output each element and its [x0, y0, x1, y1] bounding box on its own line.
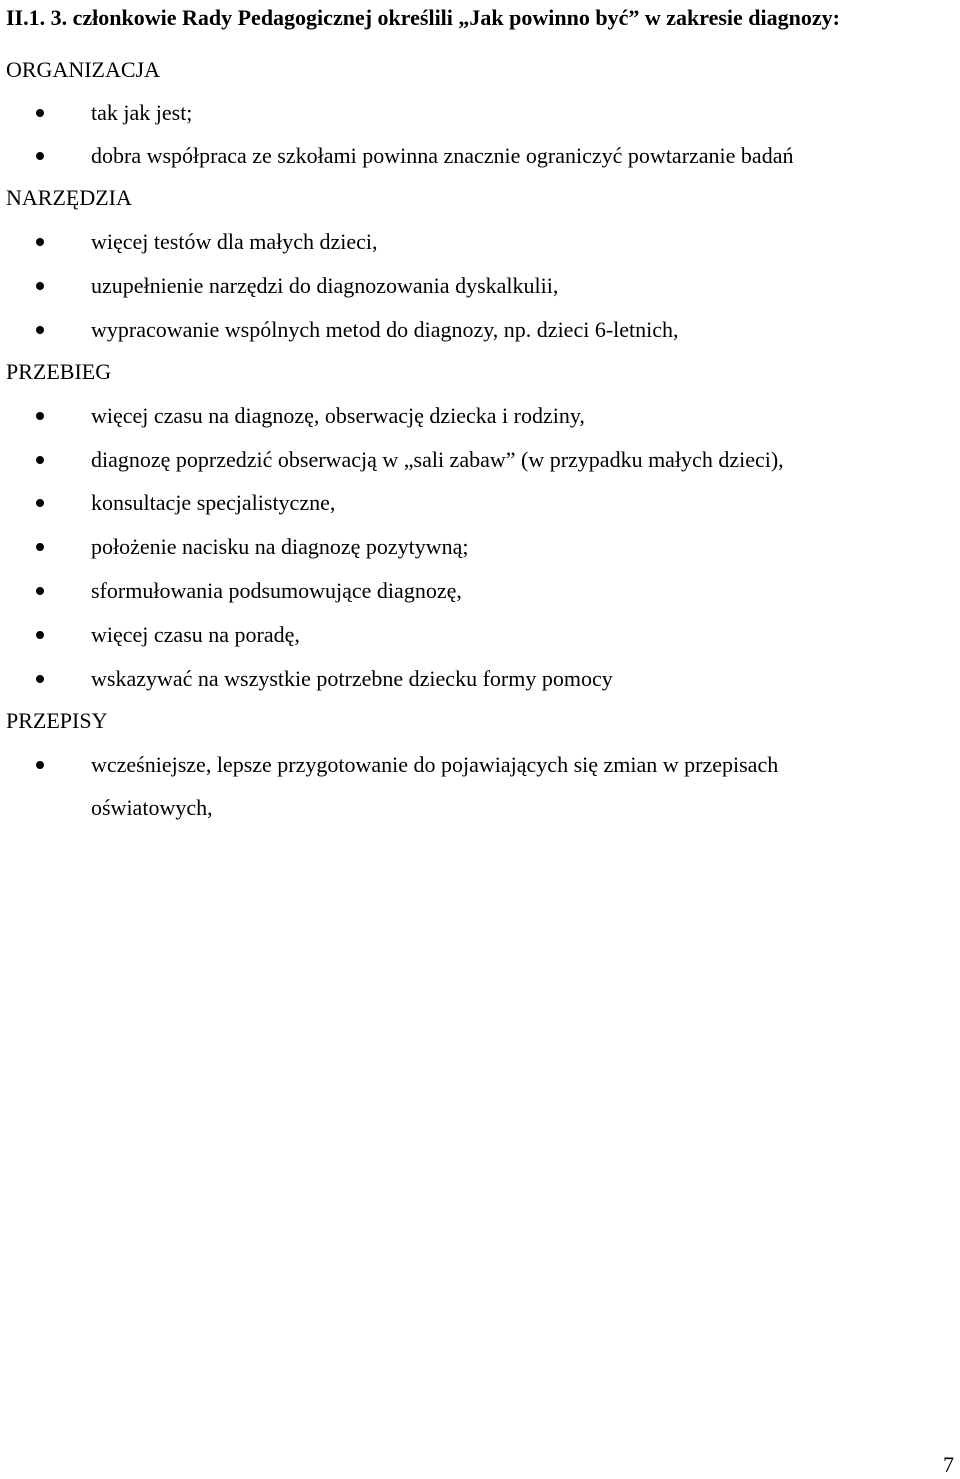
bullet-icon	[36, 152, 44, 160]
section-title-narzedzia: NARZĘDZIA	[6, 185, 132, 210]
list-item-text: tak jak jest;	[91, 100, 193, 125]
list-item	[0, 445, 960, 475]
list-item-text: więcej testów dla małych dzieci,	[91, 229, 378, 254]
list-item-text: wcześniejsze, lepsze przygotowanie do pojawiających się zmian w przepisach oświatowych,	[91, 752, 779, 820]
bullet-icon	[36, 761, 44, 769]
list-item-text: wypracowanie wspólnych metod do diagnozy, np. dzieci 6-letnich,	[91, 317, 679, 342]
page-number: 7	[943, 1452, 954, 1477]
list-item	[0, 664, 960, 694]
section-title-przebieg: PRZEBIEG	[6, 359, 112, 384]
bullet-icon	[36, 238, 44, 246]
list-item-text: wskazywać na wszystkie potrzebne dziecku formy pomocy	[91, 666, 613, 691]
list-item-text: więcej czasu na diagnozę, obserwację dziecka i rodziny,	[91, 403, 585, 428]
bullet-icon	[36, 631, 44, 639]
bullet-icon	[36, 326, 44, 334]
list-item-text: sformułowania podsumowujące diagnozę,	[91, 578, 462, 603]
list-item-text: konsultacje specjalistyczne,	[91, 490, 336, 515]
bullet-icon	[36, 543, 44, 551]
list-item	[0, 576, 960, 606]
list-item	[0, 401, 960, 431]
bullet-icon	[36, 456, 44, 464]
bullet-icon	[36, 412, 44, 420]
list-item-text: więcej czasu na poradę,	[91, 622, 300, 647]
bullet-icon	[36, 499, 44, 507]
list-item	[0, 750, 960, 820]
bullet-icon	[36, 282, 44, 290]
list-item	[0, 98, 960, 128]
section-title-organizacja: ORGANIZACJA	[6, 57, 160, 82]
list-item	[0, 271, 960, 301]
list-item-text: diagnozę poprzedzić obserwacją w „sali zabaw” (w przypadku małych dzieci),	[91, 447, 784, 472]
list-item	[0, 315, 960, 345]
bullet-icon	[36, 109, 44, 117]
list-item	[0, 141, 960, 171]
list-item	[0, 227, 960, 257]
list-item-text: dobra współpraca ze szkołami powinna znacznie ograniczyć powtarzanie badań	[91, 143, 794, 168]
list-item	[0, 532, 960, 562]
list-item-text: położenie nacisku na diagnozę pozytywną;	[91, 534, 469, 559]
page-heading: II.1. 3. członkowie Rady Pedagogicznej określili „Jak powinno być” w zakresie diagnozy:	[6, 5, 840, 30]
section-title-przepisy: PRZEPISY	[6, 708, 108, 733]
bullet-icon	[36, 587, 44, 595]
bullet-icon	[36, 675, 44, 683]
list-item-text: uzupełnienie narzędzi do diagnozowania dyskalkulii,	[91, 273, 559, 298]
list-item	[0, 488, 960, 518]
list-item	[0, 620, 960, 650]
